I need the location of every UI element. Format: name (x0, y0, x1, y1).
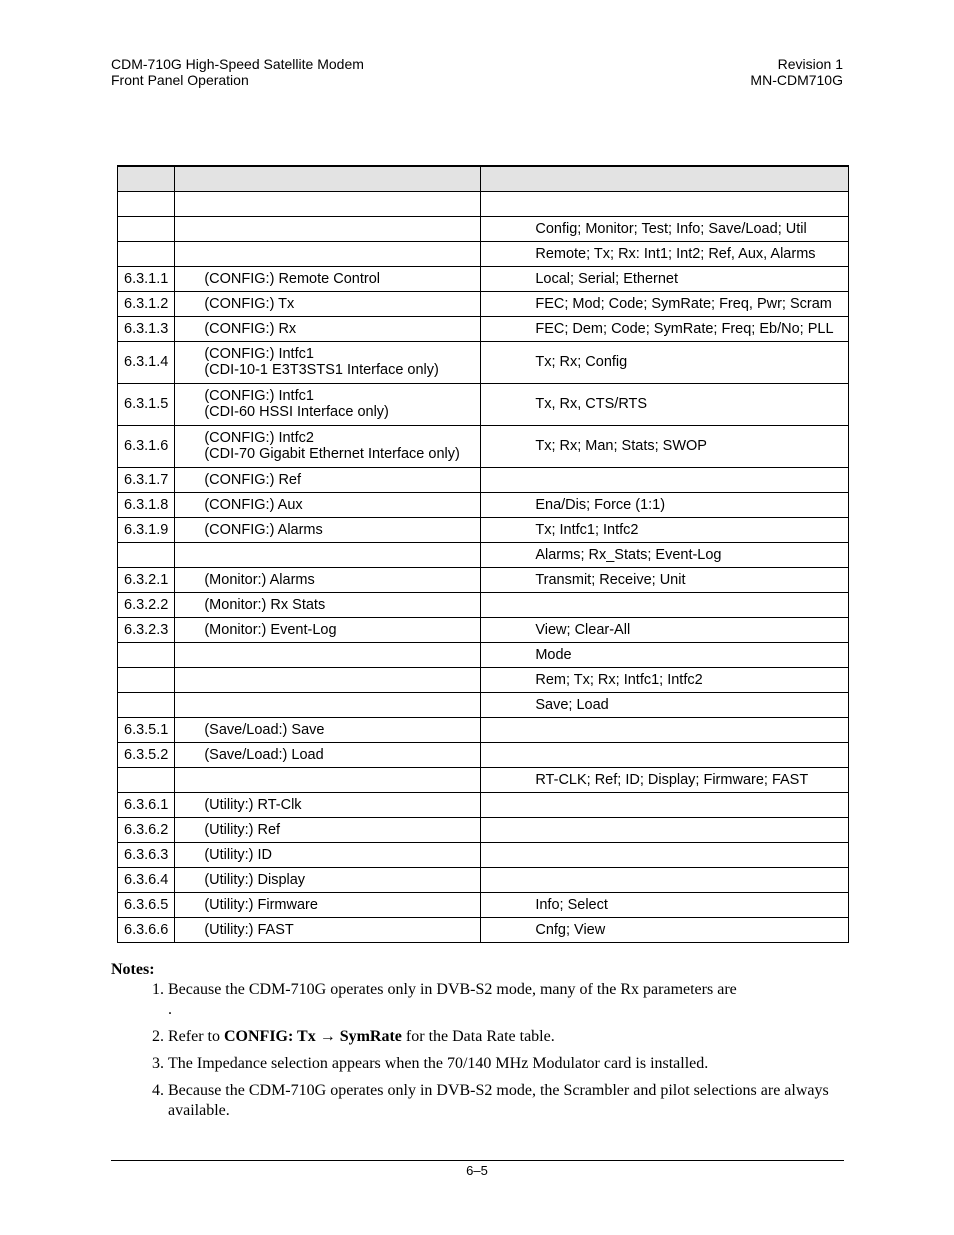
table-row (118, 467, 849, 492)
menu-options-cell: Cnfg; View (481, 917, 849, 942)
menu-name-cell (175, 792, 481, 817)
section-number-cell: 6.3.1.5 (118, 383, 175, 425)
note-3: 3. The Impedance selection appears when the 70/140 MHz Modulator card is installed. (168, 1054, 851, 1074)
menu-options-cell: Tx; Intfc1; Intfc2 (481, 517, 849, 542)
table-row (118, 692, 849, 717)
menu-options-cell: FEC; Mod; Code; SymRate; Freq, Pwr; Scram (481, 291, 849, 316)
menu-options-cell: Mode (481, 642, 849, 667)
table-row (118, 667, 849, 692)
menu-options-cell: FEC; Dem; Code; SymRate; Freq; Eb/No; PLL (481, 316, 849, 341)
page-header-left (111, 56, 364, 88)
section-number-cell: 6.3.6.3 (118, 842, 175, 867)
footer-divider (111, 1160, 844, 1161)
menu-options-cell (481, 717, 849, 742)
menu-options-cell (481, 467, 849, 492)
menu-name-cell (175, 492, 481, 517)
table-body (118, 191, 849, 942)
section-number-cell (118, 692, 175, 717)
menu-name-cell (175, 341, 481, 383)
section-number-cell: 6.3.2.3 (118, 617, 175, 642)
table-row (118, 241, 849, 266)
menu-options-cell: Alarms; Rx_Stats; Event-Log (481, 542, 849, 567)
menu-options-cell: Ena/Dis; Force (1:1) (481, 492, 849, 517)
notes-title: Notes: (111, 961, 155, 978)
table-row (118, 341, 849, 383)
revision-label: Revision 1 (777, 56, 843, 72)
note-1-continuation: . (168, 1001, 172, 1018)
header-cell-options (481, 166, 849, 191)
menu-name: (Utility:) FAST (204, 921, 294, 938)
section-number-cell (118, 241, 175, 266)
section-number-cell: 6.3.1.1 (118, 266, 175, 291)
menu-name-cell (175, 767, 481, 792)
menu-name: (CONFIG:) Intfc1 (204, 346, 314, 362)
section-number-cell: 6.3.1.2 (118, 291, 175, 316)
menu-name-cell (175, 542, 481, 567)
menu-options-cell: Local; Serial; Ethernet (481, 266, 849, 291)
menu-options-cell: Save; Load (481, 692, 849, 717)
table-row (118, 642, 849, 667)
menu-name-cell (175, 817, 481, 842)
menu-name-cell (175, 842, 481, 867)
menu-qualifier: (CDI-10-1 E3T3STS1 Interface only) (204, 362, 439, 378)
section-number-cell: 6.3.1.9 (118, 517, 175, 542)
menu-name: (CONFIG:) Intfc1 (204, 388, 314, 404)
menu-name-cell (175, 316, 481, 341)
section-number-cell (118, 767, 175, 792)
chapter-title: Front Panel Operation (111, 72, 249, 88)
note-2-prefix: Refer to (168, 1028, 224, 1045)
menu-name: (CONFIG:) Alarms (204, 521, 323, 538)
menu-qualifier: (CDI-70 Gigabit Ethernet Interface only) (204, 446, 460, 462)
table-row (118, 717, 849, 742)
table-row (118, 383, 849, 425)
table-row (118, 216, 849, 241)
section-number-cell: 6.3.6.1 (118, 792, 175, 817)
menu-name-cell (175, 617, 481, 642)
menu-options-cell (481, 817, 849, 842)
menu-name: (CONFIG:) Intfc2 (204, 430, 314, 446)
table-row (118, 767, 849, 792)
table-row (118, 917, 849, 942)
note-2-menu-path: CONFIG: Tx → SymRate (223, 1028, 402, 1045)
table-row (118, 266, 849, 291)
menu-options-cell (481, 592, 849, 617)
table-row (118, 592, 849, 617)
menu-name-cell (175, 717, 481, 742)
menu-name: (CONFIG:) Remote Control (204, 270, 380, 287)
header-cell-menu (175, 166, 481, 191)
section-number-cell (118, 191, 175, 216)
menu-name: (Monitor:) Rx Stats (204, 596, 326, 613)
menu-options-cell: Tx, Rx, CTS/RTS (481, 383, 849, 425)
note-1 (168, 980, 851, 1020)
menu-name: (Save/Load:) Load (204, 746, 324, 763)
menu-name-cell (175, 742, 481, 767)
menu-name-cell (175, 892, 481, 917)
document-number: MN-CDM710G (750, 72, 843, 88)
menu-name-cell (175, 567, 481, 592)
note-1-text: Because the CDM-710G operates only in DVB-S2 mode, many of the Rx parameters are (168, 981, 737, 998)
header-cell-section (118, 166, 175, 191)
menu-options-cell: View; Clear-All (481, 617, 849, 642)
menu-options-cell: Tx; Rx; Config (481, 341, 849, 383)
menu-name-cell (175, 191, 481, 216)
menu-name-cell (175, 517, 481, 542)
menu-options-cell: Info; Select (481, 892, 849, 917)
menu-name-cell (175, 425, 481, 467)
menu-options-cell: Transmit; Receive; Unit (481, 567, 849, 592)
section-number-cell: 6.3.6.2 (118, 817, 175, 842)
section-number-cell: 6.3.6.4 (118, 867, 175, 892)
note-2-suffix: for the Data Rate table. (401, 1028, 555, 1045)
section-number-cell: 6.3.1.7 (118, 467, 175, 492)
note-2 (168, 1027, 851, 1047)
menu-name: (Utility:) Display (204, 871, 306, 888)
menu-name: (CONFIG:) Aux (204, 496, 303, 513)
menu-name-cell (175, 667, 481, 692)
menu-options-cell: Remote; Tx; Rx: Int1; Int2; Ref, Aux, Alarms (481, 241, 849, 266)
menu-options-cell (481, 842, 849, 867)
menu-name-cell (175, 867, 481, 892)
menu-name-cell (175, 291, 481, 316)
menu-name: (Save/Load:) Save (204, 721, 325, 738)
section-number-cell: 6.3.6.5 (118, 892, 175, 917)
section-number-cell (118, 667, 175, 692)
notes-list (111, 980, 851, 1121)
menu-options-cell (481, 792, 849, 817)
menu-name: (CONFIG:) Rx (204, 320, 297, 337)
menu-qualifier: (CDI-60 HSSI Interface only) (204, 404, 389, 420)
menu-options-cell: RT-CLK; Ref; ID; Display; Firmware; FAST (481, 767, 849, 792)
menu-options-cell (481, 191, 849, 216)
menu-options-cell: Tx; Rx; Man; Stats; SWOP (481, 425, 849, 467)
menu-name: (Monitor:) Event-Log (204, 621, 337, 638)
menu-name: (Utility:) Ref (204, 821, 281, 838)
menu-name-cell (175, 642, 481, 667)
table-row (118, 517, 849, 542)
menu-name: (Utility:) RT-Clk (204, 796, 302, 813)
section-number-cell: 6.3.1.3 (118, 316, 175, 341)
notes-section (111, 960, 851, 1128)
table-row (118, 191, 849, 216)
menu-options-cell (481, 867, 849, 892)
menu-name-cell (175, 383, 481, 425)
menu-name-cell (175, 592, 481, 617)
menu-name-cell (175, 216, 481, 241)
section-number-cell (118, 542, 175, 567)
table-row (118, 492, 849, 517)
menu-name-cell (175, 241, 481, 266)
menu-options-cell (481, 742, 849, 767)
menu-name: (Utility:) Firmware (204, 896, 318, 913)
menu-structure-table (117, 165, 849, 943)
table-row (118, 617, 849, 642)
page-number: 6–5 (466, 1163, 488, 1178)
section-number-cell: 6.3.6.6 (118, 917, 175, 942)
note-4: 4. Because the CDM-710G operates only in DVB-S2 mode, the Scrambler and pilot selections are always available. (168, 1081, 851, 1121)
table-row (118, 542, 849, 567)
page-header-right (750, 56, 843, 88)
table-row (118, 792, 849, 817)
section-number-cell: 6.3.1.6 (118, 425, 175, 467)
document-title: CDM-710G High-Speed Satellite Modem (111, 56, 364, 72)
section-number-cell: 6.3.2.2 (118, 592, 175, 617)
menu-name: (Monitor:) Alarms (204, 571, 315, 588)
menu-options-cell: Config; Monitor; Test; Info; Save/Load; Util (481, 216, 849, 241)
table-header-row (118, 166, 849, 191)
table-row (118, 291, 849, 316)
menu-options-cell: Rem; Tx; Rx; Intfc1; Intfc2 (481, 667, 849, 692)
menu-name: (CONFIG:) Ref (204, 471, 302, 488)
menu-name: (CONFIG:) Tx (204, 295, 295, 312)
table-row (118, 842, 849, 867)
menu-name-cell (175, 467, 481, 492)
section-number-cell (118, 216, 175, 241)
menu-name-cell (175, 266, 481, 291)
table-row (118, 742, 849, 767)
section-number-cell: 6.3.2.1 (118, 567, 175, 592)
section-number-cell (118, 642, 175, 667)
section-number-cell: 6.3.1.4 (118, 341, 175, 383)
table-row (118, 425, 849, 467)
section-number-cell: 6.3.1.8 (118, 492, 175, 517)
table-row (118, 316, 849, 341)
section-number-cell: 6.3.5.2 (118, 742, 175, 767)
table-row (118, 567, 849, 592)
table-row (118, 817, 849, 842)
table-row (118, 892, 849, 917)
table-row (118, 867, 849, 892)
section-number-cell: 6.3.5.1 (118, 717, 175, 742)
menu-name: (Utility:) ID (204, 846, 273, 863)
menu-name-cell (175, 692, 481, 717)
menu-name-cell (175, 917, 481, 942)
